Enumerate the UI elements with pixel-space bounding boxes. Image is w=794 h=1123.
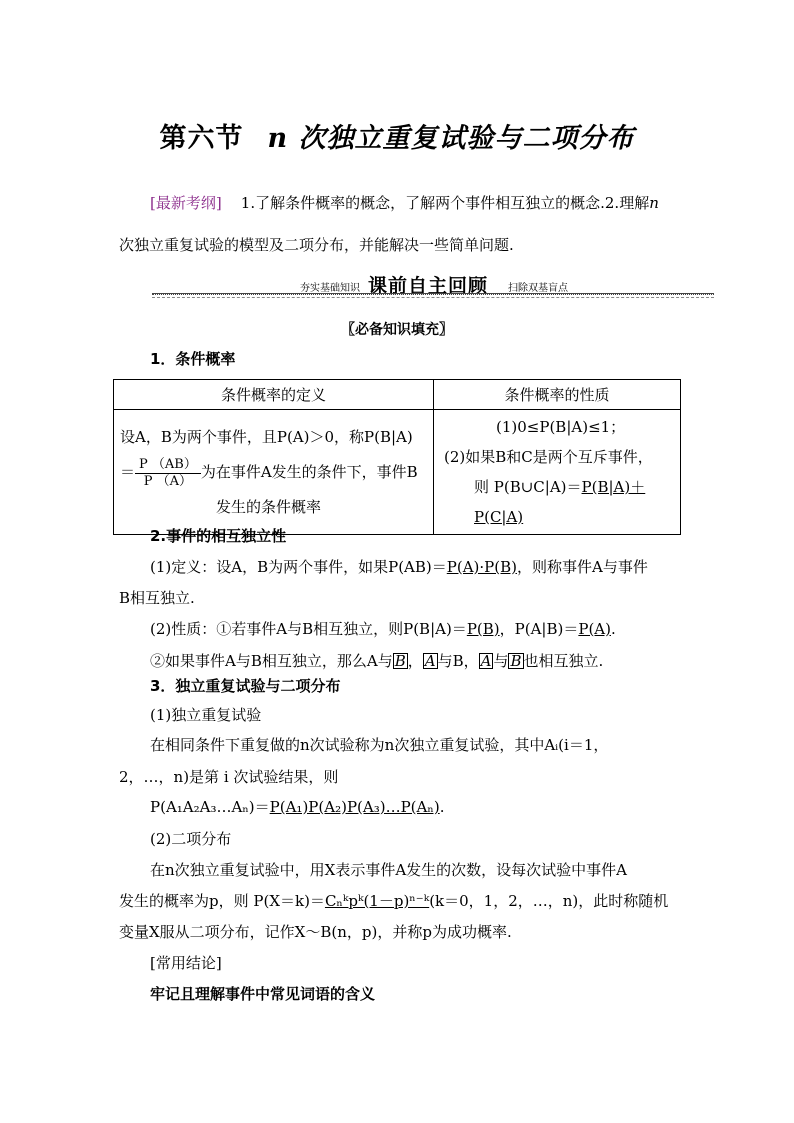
conclusion-heading: 牢记且理解事件中常见词语的含义 <box>150 985 376 1003</box>
s2-heading: 2.事件的相互独立性 <box>150 527 287 545</box>
table-cell-definition: 设A，B为两个事件，且P(A)＞0，称P(B|A) ＝ $\frac{P (AB)}{P (A)}$ 为在事件A发生的条件下，事件B 发生的条件概率 <box>114 410 434 535</box>
s3-heading: 3．独立重复试验与二项分布 <box>150 677 341 695</box>
table-header-properties: 条件概率的性质 <box>434 380 681 410</box>
s3-binomial-3: 变量X服从二项分布，记作X～B(n，p)，并称p为成功概率. <box>119 923 512 941</box>
s3-paragraph-1: 在相同条件下重复做的n次试验称为n次独立重复试验，其中Aᵢ(i＝1， <box>150 736 609 754</box>
s3-formula: P(A₁A₂A₃…Aₙ)＝P(A₁)P(A₂)P(A₃)…P(Aₙ). <box>150 798 445 816</box>
banner-divider-dashed <box>152 297 714 298</box>
s2-property-2: ②如果事件A与B相互独立，那么A与 B ， A 与B， A 与 B 也相互独立. <box>150 652 604 670</box>
banner-left: 夯实基础知识 <box>300 283 360 294</box>
s2-property: (2)性质：①若事件A与B相互独立，则P(B|A)＝P(B)，P(A|B)＝P(A). <box>150 620 616 638</box>
table-header-definition: 条件概率的定义 <box>114 380 434 410</box>
banner-center: 课前自主回顾 <box>368 275 489 297</box>
banner-divider <box>152 293 714 295</box>
outline-line1: [最新考纲] 1.了解条件概率的概念，了解两个事件相互独立的概念.2.理解n <box>150 194 659 212</box>
outline-line2: 次独立重复试验的模型及二项分布，并能解决一些简单问题. <box>119 236 514 254</box>
s3-binomial-1: 在n次独立重复试验中，用X表示事件A发生的次数，设每次试验中事件A <box>150 861 628 879</box>
s1-heading: 1．条件概率 <box>150 350 236 368</box>
page-title <box>0 116 794 155</box>
conditional-fraction: $\frac{P (AB)}{P (A)}$ <box>135 457 201 490</box>
outline-tag: [最新考纲] <box>150 194 222 212</box>
s2-definition-line2: B相互独立. <box>119 589 195 607</box>
s3-paragraph-2: 2，…，n)是第 i 次试验结果，则 <box>119 768 339 786</box>
s3-binomial-2: 发生的概率为p，则 P(X＝k)＝Cₙᵏpᵏ(1－p)ⁿ⁻ᵏ(k＝0，1，2，…，n)，此时称随机 <box>119 892 669 910</box>
conclusion-tag: [常用结论] <box>150 954 222 972</box>
s2-definition: (1)定义：设A，B为两个事件，如果P(AB)＝P(A)·P(B)，则称事件A与事件 <box>150 558 648 576</box>
conditional-probability-table <box>113 379 681 535</box>
title-main: 第六节 <box>159 123 244 154</box>
title-sub: n 次独立重复试验与二项分布 <box>267 123 635 154</box>
s3-sub1: (1)独立重复试验 <box>150 706 262 724</box>
banner-right: 扫除双基盲点 <box>508 283 568 294</box>
section-heading: 〖必备知识填充〗 <box>341 322 453 338</box>
s3-sub2: (2)二项分布 <box>150 830 232 848</box>
table-cell-properties: (1)0≤P(B|A)≤1； (2)如果B和C是两个互斥事件， 则 P(B∪C|A)＝P(B|A)＋P(C|A) <box>434 410 681 535</box>
